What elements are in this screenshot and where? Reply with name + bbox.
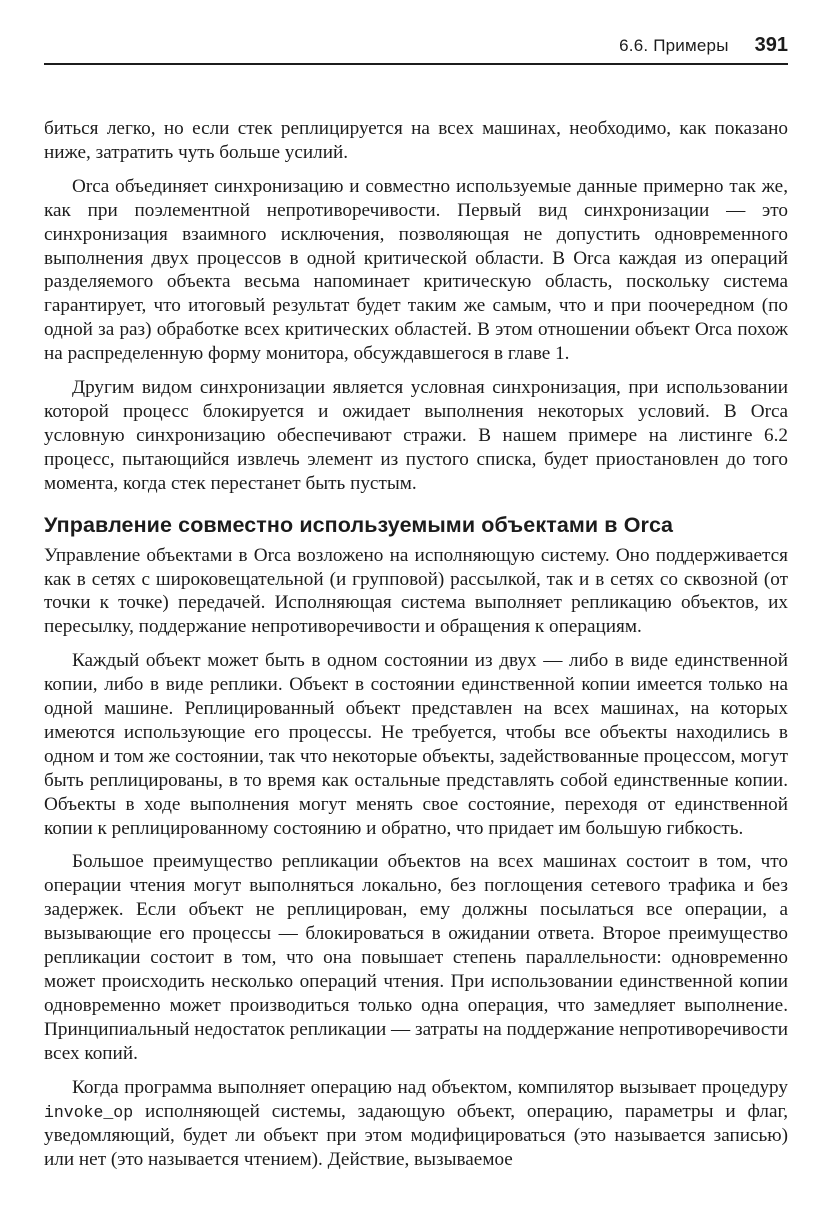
paragraph: Другим видом синхронизации является условная синхронизация, при использовании которой процесс блокируется и ожидает выполнения некоторых условий. В Orca условную синхронизацию обеспечивают стражи. В нашем примере на листинге 6.2 процесс, пытающийся извлечь элемент из пустого списка, будет приостановлен до того момента, когда стек перестанет быть пустым. xyxy=(44,377,788,494)
body-text xyxy=(44,117,788,1182)
header-rule xyxy=(44,63,788,65)
section-title: 6.6. Примеры xyxy=(619,36,729,55)
paragraph: Большое преимущество репликации объектов на всех машинах состоит в том, что операции чтения могут выполняться локально, без поглощения сетевого трафика и без задержек. Если объект не реплицирован, ему должны посылаться все операции, а вызывающие его процессы — блокироваться в ожидании ответа. Второе преимущество репликации состоит в том, что она повышает степень параллельности: одновременно может происходить несколько операций чтения. При использовании единственной копии одновременно может производиться только одна операция, что замедляет выполнение. Принципиальный недостаток репликации — затраты на поддержание непротиворечивости всех копий. xyxy=(44,851,788,1064)
paragraph xyxy=(44,1076,788,1173)
paragraph: Управление объектами в Orca возложено на исполняющую систему. Оно поддерживается как в сетях с широковещательной (и групповой) рассылкой, так и в сетях со сквозной (от точки к точке) передачей. Исполняющая система выполняет репликацию объектов, их пересылку, поддержание непротиворечивости и обращения к операциям. xyxy=(44,544,788,638)
paragraph: Orca объединяет синхронизацию и совместно используемые данные примерно так же, как при поэлементной непротиворечивости. Первый вид синхронизации — это синхронизация взаимного исключения, позволяющая не допустить одновременного выполнения двух процессов в одной критической области. В Orca каждая из операций разделяемого объекта весьма напоминает критическую область, поскольку система гарантирует, что итоговый результат будет таким же самым, что и при поочередном (по одной за раз) обработке всех критических областей. В этом отношении объект Orca похож на распределенную форму монитора, обсуждавшегося в главе 1. xyxy=(44,175,788,365)
running-header xyxy=(44,34,788,60)
page-number: 391 xyxy=(754,34,788,56)
code-identifier: invoke_op xyxy=(44,1102,134,1122)
paragraph: Каждый объект может быть в одном состоянии из двух — либо в виде единственной копии, либо в виде реплики. Объект в состоянии единственной копии имеется только на одной машине. Реплицированный объект представлен на всех машинах, на которых имеются использующие его процессы. Не требуется, чтобы все объекты находились в одном и том же состоянии, так что некоторые объекты, задействованные процессом, могут быть реплицированы, в то время как остальные представлять собой единственные копии. Объекты в ходе выполнения могут менять свое состояние, переходя от единственной копии к реплицированному состоянию и обратно, что придает им большую гибкость. xyxy=(44,650,788,839)
paragraph-text: исполняющей системы, задающую объект, операцию, параметры и флаг, уведомляющий, будет ли объект при этом модифицироваться (это называется записью) или нет (это называется чтением). Действие, вызываемое xyxy=(44,1100,788,1171)
paragraph: биться легко, но если стек реплицируется на всех машинах, необходимо, как показано ниже, затратить чуть больше усилий. xyxy=(44,118,788,163)
section-heading: Управление совместно используемыми объектами в Orca xyxy=(44,512,674,537)
paragraph-text: Когда программа выполняет операцию над объектом, компилятор вызывает процедуру xyxy=(72,1076,788,1098)
